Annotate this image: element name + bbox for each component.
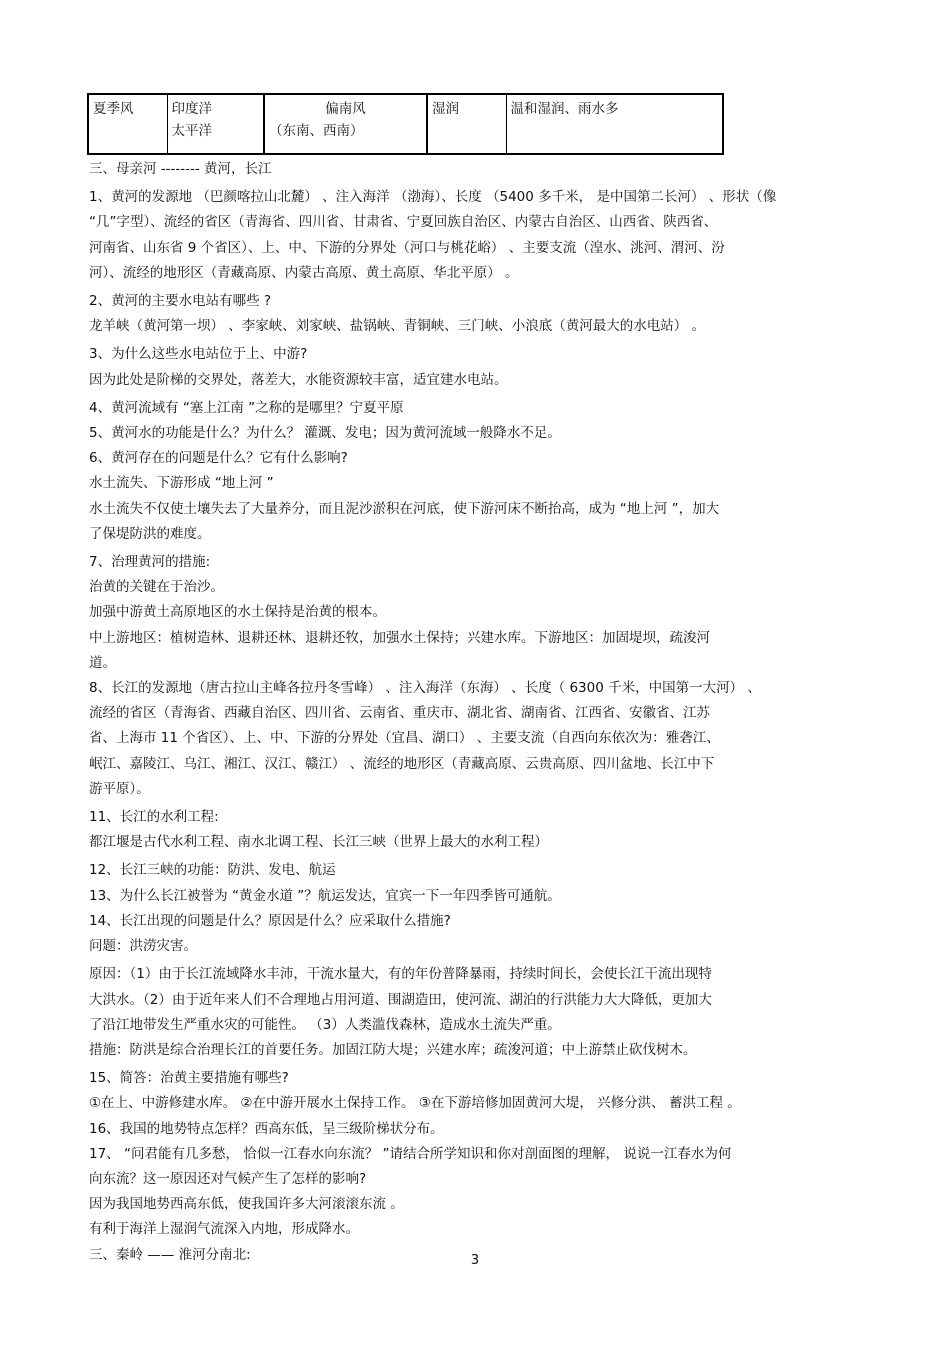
section-heading: 三、秦岭 —— 淮河分南北: bbox=[89, 1246, 251, 1263]
table-cell-wind-type: 夏季风 bbox=[88, 94, 167, 154]
text-line: 中上游地区：植树造林、退耕还林、退耕还牧，加强水土保持；兴建水库。下游地区：加固堤坝，疏浚河 bbox=[89, 629, 710, 646]
text-line: “几”字型）、流经的省区（青海省、四川省、甘肃省、宁夏回族自治区、内蒙古自治区、山西省、陕西省、 bbox=[89, 214, 718, 231]
section-heading: 三、母亲河 -------- 黄河，长江 bbox=[89, 161, 272, 177]
text-line: ①在上、中游修建水库。 ②在中游开展水土保持工作。 ③在下游培修加固黄河大堤， 兴修分洪、 蓄洪工程 。 bbox=[89, 1095, 741, 1112]
table-cell-direction: 偏南风 （东南、西南） bbox=[264, 94, 427, 154]
text-line: 15、简答：治黄主要措施有哪些? bbox=[89, 1070, 289, 1087]
text-line: 8、长江的发源地（唐古拉山主峰各拉丹冬雪峰） 、注入海洋（东海） 、长度（ 6300 千米，中国第一大河） 、 bbox=[89, 680, 761, 697]
text-line: 省、上海市 11 个省区）、上、中、下游的分界处（宜昌、湖口） 、主要支流（自西向东依次为：雅砻江、 bbox=[89, 730, 720, 747]
text-line: 4、黄河流域有 “塞上江南 ”之称的是哪里？宁夏平原 bbox=[89, 399, 404, 416]
text-line: 都江堰是古代水利工程、南水北调工程、长江三峡（世界上最大的水利工程） bbox=[89, 834, 548, 851]
text-line: 17、 “问君能有几多愁， 恰似一江春水向东流？ ”请结合所学知识和你对剖面图的理解， 说说一江春水为何 bbox=[89, 1145, 732, 1162]
monsoon-table bbox=[87, 93, 724, 155]
text-line: 16、我国的地势特点怎样？西高东低，呈三级阶梯状分布。 bbox=[89, 1120, 444, 1137]
body-text bbox=[89, 157, 869, 1268]
text-line: 了保堤防洪的难度。 bbox=[89, 525, 211, 542]
text-line: 3、为什么这些水电站位于上、中游? bbox=[89, 346, 308, 363]
text-line: 问题：洪涝灾害。 bbox=[89, 938, 197, 955]
text-line: 河）、流经的地形区（青藏高原、内蒙古高原、黄土高原、华北平原） 。 bbox=[89, 264, 519, 281]
text-line: 水土流失、下游形成 “地上河 ” bbox=[89, 475, 274, 492]
text-line: 措施：防洪是综合治理长江的首要任务。加固江防大堤；兴建水库；疏浚河道；中上游禁止砍伐树木。 bbox=[89, 1041, 697, 1058]
text-line: 7、治理黄河的措施: bbox=[89, 554, 211, 571]
text-line: 13、为什么长江被誉为 “黄金水道 ”？航运发达，宜宾一下一年四季皆可通航。 bbox=[89, 887, 561, 904]
text-line: 加强中游黄土高原地区的水土保持是治黄的根本。 bbox=[89, 604, 386, 621]
text-line: 游平原）。 bbox=[89, 780, 150, 797]
table-row bbox=[88, 94, 723, 154]
text-line: 了沿江地带发生严重水灾的可能性。 （3）人类滥伐森林，造成水土流失严重。 bbox=[89, 1016, 561, 1033]
text-line: 治黄的关键在于治沙。 bbox=[89, 579, 224, 596]
table-cell-climate: 温和湿润、雨水多 bbox=[506, 94, 723, 154]
text-line: 大洪水。（2）由于近年来人们不合理地占用河道、围湖造田，使河流、湖泊的行洪能力大大降低，更加大 bbox=[89, 991, 712, 1008]
text-line: 11、长江的水利工程: bbox=[89, 809, 219, 826]
text-line: 14、长江出现的问题是什么？原因是什么？应采取什么措施? bbox=[89, 912, 451, 929]
text-line: 5、黄河水的功能是什么？为什么？ 灌溉、发电；因为黄河流域一般降水不足。 bbox=[89, 425, 561, 442]
table-cell-nature: 湿润 bbox=[427, 94, 506, 154]
text-line: 原因：（1）由于长江流域降水丰沛，干流水量大，有的年份普降暴雨，持续时间长，会使长江干流出现特 bbox=[89, 966, 712, 983]
text-line: 龙羊峡（黄河第一坝） 、李家峡、刘家峡、盐锅峡、青铜峡、三门峡、小浪底（黄河最大的水电站） 。 bbox=[89, 318, 706, 335]
text-line: 1、黄河的发源地 （巴颜喀拉山北麓） 、注入海洋 （渤海）、长度 （5400 多千米， 是中国第二长河） 、形状（像 bbox=[89, 189, 777, 206]
text-line: 流经的省区（青海省、西藏自治区、四川省、云南省、重庆市、湖北省、湖南省、江西省、安徽省、江苏 bbox=[89, 705, 710, 722]
text-line: 因为我国地势西高东低，使我国许多大河滚滚东流 。 bbox=[89, 1196, 404, 1213]
text-line: 因为此处是阶梯的交界处，落差大，水能资源较丰富，适宜建水电站。 bbox=[89, 371, 508, 388]
text-line: 有利于海洋上湿润气流深入内地，形成降水。 bbox=[89, 1221, 359, 1238]
text-line: 河南省、山东省 9 个省区）、上、中、下游的分界处（河口与桃花峪） 、主要支流（湟水、洮河、渭河、汾 bbox=[89, 239, 725, 256]
text-line: 12、长江三峡的功能：防洪、发电、航运 bbox=[89, 862, 336, 879]
text-line: 岷江、嘉陵江、乌江、湘江、汉江、赣江） 、流经的地形区（青藏高原、云贵高原、四川盆地、长江中下 bbox=[89, 755, 715, 772]
page-number: 3 bbox=[470, 1253, 480, 1268]
text-line: 向东流？这一原因还对气候产生了怎样的影响? bbox=[89, 1170, 367, 1187]
table-cell-source: 印度洋 太平洋 bbox=[167, 94, 264, 154]
text-line: 道。 bbox=[89, 654, 116, 671]
text-line: 6、黄河存在的问题是什么？它有什么影响? bbox=[89, 450, 348, 467]
text-line: 2、黄河的主要水电站有哪些 ? bbox=[89, 293, 272, 310]
text-line: 水土流失不仅使土壤失去了大量养分，而且泥沙淤积在河底，使下游河床不断抬高，成为 “地上河 ”，加大 bbox=[89, 500, 720, 517]
